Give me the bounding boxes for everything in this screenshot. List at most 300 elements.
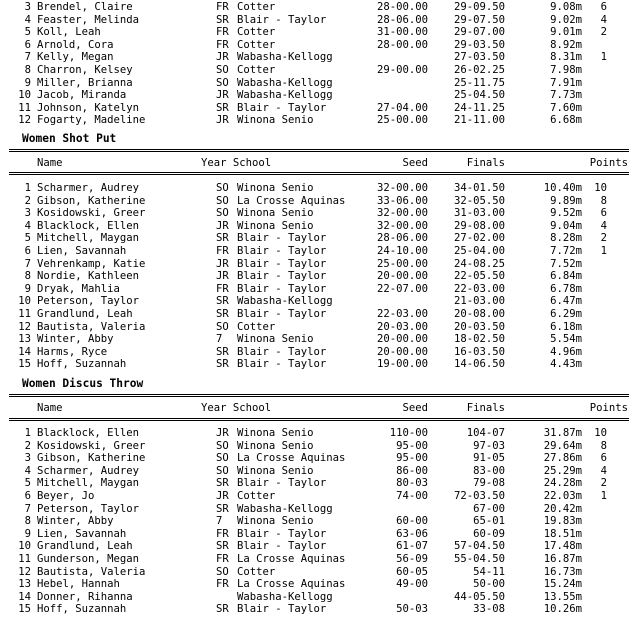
year-cell: FR xyxy=(216,38,229,51)
finals-cell: 22-03.00 xyxy=(453,282,505,295)
school-cell: Winona Senio xyxy=(237,464,314,477)
finals-cell: 50-00 xyxy=(473,578,505,591)
result-row xyxy=(0,321,635,334)
athlete-name-cell: Kelly, Megan xyxy=(37,51,114,64)
school-cell: Wabasha-Kellogg xyxy=(237,502,333,515)
header-rule-bottom xyxy=(9,172,629,175)
year-cell: SR xyxy=(216,603,229,616)
col-points-header: Points xyxy=(589,157,628,169)
metric-cell: 7.72m xyxy=(550,245,582,257)
result-row xyxy=(0,195,635,208)
school-cell: Wabasha-Kellogg xyxy=(237,89,333,102)
athlete-name-cell: Scharmer, Audrey xyxy=(37,464,140,477)
metric-cell: 24.28m xyxy=(543,477,582,490)
seed-cell: 24-10.00 xyxy=(376,245,428,257)
athlete-name-cell: Winter, Abby xyxy=(37,333,114,346)
school-cell: Blair - Taylor xyxy=(237,345,327,358)
school-cell: Blair - Taylor xyxy=(237,13,327,26)
place-cell: 12 xyxy=(18,320,31,333)
year-cell: JR xyxy=(216,89,229,102)
points-cell: 4 xyxy=(600,219,607,232)
metric-cell: 6.29m xyxy=(550,308,582,320)
athlete-name-cell: Winter, Abby xyxy=(37,515,114,528)
school-cell: Winona Senio xyxy=(237,114,314,127)
school-cell: Cotter xyxy=(237,565,276,578)
seed-cell: 25-00.00 xyxy=(376,114,428,127)
result-row xyxy=(0,440,635,453)
header-rule-bottom xyxy=(9,418,629,421)
place-cell: 11 xyxy=(18,553,31,565)
year-cell: SR xyxy=(216,502,229,515)
school-cell: Winona Senio xyxy=(237,427,314,439)
place-cell: 7 xyxy=(24,51,31,64)
year-cell: JR xyxy=(216,490,229,502)
metric-cell: 27.86m xyxy=(543,452,582,465)
year-cell: SR xyxy=(216,345,229,358)
metric-cell: 13.55m xyxy=(543,590,582,603)
finals-cell: 21-11.00 xyxy=(453,114,505,127)
year-cell: FR xyxy=(216,26,229,39)
place-cell: 1 xyxy=(24,427,31,439)
result-row xyxy=(0,295,635,308)
athlete-name-cell: Grandlund, Leah xyxy=(37,308,133,320)
athlete-name-cell: Fogarty, Madeline xyxy=(37,114,146,127)
place-cell: 4 xyxy=(24,219,31,232)
result-row xyxy=(0,452,635,465)
finals-cell: 55-04.50 xyxy=(453,553,505,565)
athlete-name-cell: Lien, Savannah xyxy=(37,527,127,540)
athlete-name-cell: Blacklock, Ellen xyxy=(37,427,140,439)
year-cell: SO xyxy=(216,464,229,477)
year-cell: SR xyxy=(216,101,229,114)
school-cell: La Crosse Aquinas xyxy=(237,578,346,591)
metric-cell: 20.42m xyxy=(543,502,582,515)
finals-cell: 60-09 xyxy=(473,527,505,540)
finals-cell: 44-05.50 xyxy=(453,590,505,603)
school-cell: Cotter xyxy=(237,26,276,39)
seed-cell: 60-00 xyxy=(396,515,428,528)
finals-cell: 33-08 xyxy=(473,603,505,616)
school-cell: Wabasha-Kellogg xyxy=(237,76,333,89)
points-cell: 10 xyxy=(594,427,607,439)
place-cell: 5 xyxy=(24,26,31,39)
athlete-name-cell: Kosidowski, Greer xyxy=(37,439,146,452)
result-row xyxy=(0,346,635,359)
athlete-name-cell: Harms, Ryce xyxy=(37,345,108,358)
discus-header xyxy=(0,402,635,415)
place-cell: 2 xyxy=(24,439,31,452)
points-cell: 6 xyxy=(600,1,607,13)
athlete-name-cell: Bautista, Valeria xyxy=(37,320,146,333)
metric-cell: 9.89m xyxy=(550,194,582,207)
finals-cell: 20-08.00 xyxy=(453,308,505,320)
seed-cell: 56-09 xyxy=(396,553,428,565)
result-row xyxy=(0,427,635,440)
place-cell: 13 xyxy=(18,333,31,346)
finals-cell: 57-04.50 xyxy=(453,540,505,553)
finals-cell: 104-07 xyxy=(466,427,505,439)
result-row xyxy=(0,258,635,271)
metric-cell: 18.51m xyxy=(543,527,582,540)
result-row xyxy=(0,207,635,220)
finals-cell: 32-05.50 xyxy=(453,194,505,207)
result-row xyxy=(0,540,635,553)
year-cell: SO xyxy=(216,320,229,333)
seed-cell: 86-00 xyxy=(396,464,428,477)
col-seed-header: Seed xyxy=(402,157,428,169)
place-cell: 12 xyxy=(18,565,31,578)
result-row xyxy=(0,465,635,478)
finals-cell: 24-11.25 xyxy=(453,101,505,114)
metric-cell: 10.40m xyxy=(543,182,582,194)
athlete-name-cell: Gibson, Katherine xyxy=(37,452,146,465)
year-cell: FR xyxy=(216,282,229,295)
seed-cell: 20-03.00 xyxy=(376,320,428,333)
school-cell: Cotter xyxy=(237,490,276,502)
seed-cell: 32-00.00 xyxy=(376,219,428,232)
metric-cell: 7.60m xyxy=(550,101,582,114)
place-cell: 4 xyxy=(24,13,31,26)
seed-cell: 110-00 xyxy=(389,427,428,439)
finals-cell: 67-00 xyxy=(473,502,505,515)
place-cell: 6 xyxy=(24,490,31,502)
year-cell: SR xyxy=(216,232,229,245)
place-cell: 5 xyxy=(24,232,31,245)
points-cell: 4 xyxy=(600,464,607,477)
school-cell: Blair - Taylor xyxy=(237,257,327,270)
points-cell: 4 xyxy=(600,13,607,26)
metric-cell: 9.52m xyxy=(550,207,582,220)
finals-cell: 22-05.50 xyxy=(453,270,505,283)
finals-cell: 31-03.00 xyxy=(453,207,505,220)
place-cell: 9 xyxy=(24,527,31,540)
seed-cell: 27-04.00 xyxy=(376,101,428,114)
finals-cell: 54-11 xyxy=(473,565,505,578)
seed-cell: 20-00.00 xyxy=(376,270,428,283)
col-year-school-header: Year School xyxy=(201,402,272,414)
athlete-name-cell: Jacob, Miranda xyxy=(37,89,127,102)
finals-cell: 29-07.00 xyxy=(453,26,505,39)
place-cell: 5 xyxy=(24,477,31,490)
finals-cell: 21-03.00 xyxy=(453,295,505,308)
result-row xyxy=(0,283,635,296)
year-cell: SR xyxy=(216,358,229,371)
seed-cell: 29-00.00 xyxy=(376,64,428,76)
school-cell: Cotter xyxy=(237,38,276,51)
seed-cell: 74-00 xyxy=(396,490,428,502)
header-rule-top xyxy=(9,394,629,397)
col-name-header: Name xyxy=(37,157,63,169)
metric-cell: 29.64m xyxy=(543,439,582,452)
metric-cell: 9.04m xyxy=(550,219,582,232)
year-cell: SR xyxy=(216,13,229,26)
col-seed-header: Seed xyxy=(402,402,428,414)
seed-cell: 63-06 xyxy=(396,527,428,540)
athlete-name-cell: Bautista, Valeria xyxy=(37,565,146,578)
athlete-name-cell: Brendel, Claire xyxy=(37,1,133,13)
finals-cell: 91-05 xyxy=(473,452,505,465)
year-cell: SR xyxy=(216,477,229,490)
school-cell: Cotter xyxy=(237,320,276,333)
finals-cell: 29-08.00 xyxy=(453,219,505,232)
year-cell: FR xyxy=(216,553,229,565)
seed-cell: 95-00 xyxy=(396,439,428,452)
place-cell: 15 xyxy=(18,358,31,371)
school-cell: Blair - Taylor xyxy=(237,477,327,490)
seed-cell: 60-05 xyxy=(396,565,428,578)
points-cell: 8 xyxy=(600,439,607,452)
place-cell: 7 xyxy=(24,502,31,515)
athlete-name-cell: Lien, Savannah xyxy=(37,245,127,257)
place-cell: 14 xyxy=(18,590,31,603)
place-cell: 3 xyxy=(24,452,31,465)
year-cell: 7 xyxy=(216,333,223,346)
seed-cell: 50-03 xyxy=(396,603,428,616)
metric-cell: 25.29m xyxy=(543,464,582,477)
school-cell: Winona Senio xyxy=(237,515,314,528)
seed-cell: 20-00.00 xyxy=(376,333,428,346)
school-cell: Blair - Taylor xyxy=(237,308,327,320)
year-cell: SO xyxy=(216,194,229,207)
year-cell: SO xyxy=(216,182,229,194)
result-row xyxy=(0,220,635,233)
athlete-name-cell: Peterson, Taylor xyxy=(37,295,140,308)
athlete-name-cell: Arnold, Cora xyxy=(37,38,114,51)
athlete-name-cell: Grandlund, Leah xyxy=(37,540,133,553)
athlete-name-cell: Vehrenkamp, Katie xyxy=(37,257,146,270)
metric-cell: 16.87m xyxy=(543,553,582,565)
points-cell: 1 xyxy=(600,51,607,64)
athlete-name-cell: Kosidowski, Greer xyxy=(37,207,146,220)
metric-cell: 31.87m xyxy=(543,427,582,439)
school-cell: Blair - Taylor xyxy=(237,101,327,114)
result-row xyxy=(0,503,635,516)
result-row xyxy=(0,490,635,503)
year-cell: JR xyxy=(216,114,229,127)
points-cell: 6 xyxy=(600,207,607,220)
metric-cell: 7.91m xyxy=(550,76,582,89)
school-cell: Blair - Taylor xyxy=(237,270,327,283)
metric-cell: 7.73m xyxy=(550,89,582,102)
year-cell: FR xyxy=(216,245,229,257)
year-cell: SO xyxy=(216,76,229,89)
year-cell: JR xyxy=(216,257,229,270)
result-row xyxy=(0,270,635,283)
year-cell: SR xyxy=(216,540,229,553)
points-cell: 10 xyxy=(594,182,607,194)
school-cell: Winona Senio xyxy=(237,333,314,346)
result-row xyxy=(0,232,635,245)
year-cell: JR xyxy=(216,219,229,232)
place-cell: 13 xyxy=(18,578,31,591)
athlete-name-cell: Charron, Kelsey xyxy=(37,64,133,76)
header-rule-top xyxy=(9,149,629,152)
result-row xyxy=(0,182,635,195)
finals-cell: 25-11.75 xyxy=(453,76,505,89)
school-cell: Winona Senio xyxy=(237,182,314,194)
finals-cell: 79-08 xyxy=(473,477,505,490)
year-cell: SO xyxy=(216,439,229,452)
finals-cell: 14-06.50 xyxy=(453,358,505,371)
year-cell: SR xyxy=(216,295,229,308)
finals-cell: 20-03.50 xyxy=(453,320,505,333)
metric-cell: 4.43m xyxy=(550,358,582,371)
result-row xyxy=(0,566,635,579)
seed-cell: 32-00.00 xyxy=(376,207,428,220)
athlete-name-cell: Scharmer, Audrey xyxy=(37,182,140,194)
seed-cell: 22-07.00 xyxy=(376,282,428,295)
seed-cell: 61-07 xyxy=(396,540,428,553)
seed-cell: 80-03 xyxy=(396,477,428,490)
school-cell: Blair - Taylor xyxy=(237,603,327,616)
place-cell: 10 xyxy=(18,89,31,102)
school-cell: La Crosse Aquinas xyxy=(237,553,346,565)
result-row xyxy=(0,358,635,371)
place-cell: 10 xyxy=(18,540,31,553)
place-cell: 8 xyxy=(24,270,31,283)
seed-cell: 32-00.00 xyxy=(376,182,428,194)
athlete-name-cell: Donner, Rihanna xyxy=(37,590,133,603)
place-cell: 12 xyxy=(18,114,31,127)
school-cell: Wabasha-Kellogg xyxy=(237,295,333,308)
metric-cell: 9.08m xyxy=(550,1,582,13)
athlete-name-cell: Gunderson, Megan xyxy=(37,553,140,565)
result-row xyxy=(0,114,635,127)
metric-cell: 8.92m xyxy=(550,38,582,51)
metric-cell: 22.03m xyxy=(543,490,582,502)
result-row xyxy=(0,603,635,616)
school-cell: Cotter xyxy=(237,64,276,76)
finals-cell: 97-03 xyxy=(473,439,505,452)
metric-cell: 15.24m xyxy=(543,578,582,591)
metric-cell: 6.84m xyxy=(550,270,582,283)
result-row xyxy=(0,553,635,566)
finals-cell: 29-07.50 xyxy=(453,13,505,26)
seed-cell: 19-00.00 xyxy=(376,358,428,371)
place-cell: 2 xyxy=(24,194,31,207)
finals-cell: 34-01.50 xyxy=(453,182,505,194)
finals-cell: 27-02.00 xyxy=(453,232,505,245)
metric-cell: 6.68m xyxy=(550,114,582,127)
athlete-name-cell: Blacklock, Ellen xyxy=(37,219,140,232)
athlete-name-cell: Beyer, Jo xyxy=(37,490,95,502)
place-cell: 11 xyxy=(18,308,31,320)
athlete-name-cell: Mitchell, Maygan xyxy=(37,477,140,490)
year-cell: JR xyxy=(216,51,229,64)
result-row xyxy=(0,14,635,27)
year-cell: SR xyxy=(216,308,229,320)
metric-cell: 19.83m xyxy=(543,515,582,528)
discus-title: Women Discus Throw xyxy=(22,377,144,390)
metric-cell: 9.02m xyxy=(550,13,582,26)
col-finals-header: Finals xyxy=(466,402,505,414)
points-cell: 1 xyxy=(600,245,607,257)
place-cell: 8 xyxy=(24,64,31,76)
school-cell: Blair - Taylor xyxy=(237,358,327,371)
col-finals-header: Finals xyxy=(466,157,505,169)
seed-cell: 31-00.00 xyxy=(376,26,428,39)
school-cell: Blair - Taylor xyxy=(237,245,327,257)
metric-cell: 9.01m xyxy=(550,26,582,39)
metric-cell: 7.52m xyxy=(550,257,582,270)
year-cell: FR xyxy=(216,527,229,540)
year-cell: SO xyxy=(216,64,229,76)
school-cell: Blair - Taylor xyxy=(237,232,327,245)
result-row xyxy=(0,528,635,541)
place-cell: 11 xyxy=(18,101,31,114)
year-cell: JR xyxy=(216,270,229,283)
school-cell: Blair - Taylor xyxy=(237,282,327,295)
place-cell: 6 xyxy=(24,245,31,257)
col-points-header: Points xyxy=(589,402,628,414)
result-row xyxy=(0,102,635,115)
finals-cell: 25-04.50 xyxy=(453,89,505,102)
athlete-name-cell: Hoff, Suzannah xyxy=(37,603,127,616)
place-cell: 8 xyxy=(24,515,31,528)
place-cell: 15 xyxy=(18,603,31,616)
athlete-name-cell: Hoff, Suzannah xyxy=(37,358,127,371)
finals-cell: 18-02.50 xyxy=(453,333,505,346)
result-row xyxy=(0,591,635,604)
result-row xyxy=(0,89,635,102)
athlete-name-cell: Gibson, Katherine xyxy=(37,194,146,207)
shot-put-header xyxy=(0,157,635,170)
seed-cell: 25-00.00 xyxy=(376,257,428,270)
year-cell: JR xyxy=(216,427,229,439)
metric-cell: 8.31m xyxy=(550,51,582,64)
points-cell: 6 xyxy=(600,452,607,465)
result-row xyxy=(0,515,635,528)
place-cell: 14 xyxy=(18,345,31,358)
metric-cell: 6.47m xyxy=(550,295,582,308)
points-cell: 8 xyxy=(600,194,607,207)
place-cell: 1 xyxy=(24,182,31,194)
school-cell: La Crosse Aquinas xyxy=(237,452,346,465)
result-row xyxy=(0,578,635,591)
place-cell: 3 xyxy=(24,1,31,13)
year-cell: SO xyxy=(216,452,229,465)
school-cell: Winona Senio xyxy=(237,219,314,232)
seed-cell: 28-06.00 xyxy=(376,13,428,26)
school-cell: Winona Senio xyxy=(237,439,314,452)
place-cell: 9 xyxy=(24,282,31,295)
metric-cell: 8.28m xyxy=(550,232,582,245)
school-cell: Blair - Taylor xyxy=(237,527,327,540)
col-year-school-header: Year School xyxy=(201,157,272,169)
year-cell: SO xyxy=(216,207,229,220)
athlete-name-cell: Johnson, Katelyn xyxy=(37,101,140,114)
year-cell: 7 xyxy=(216,515,223,528)
year-cell: FR xyxy=(216,578,229,591)
metric-cell: 7.98m xyxy=(550,64,582,76)
result-row xyxy=(0,477,635,490)
result-row xyxy=(0,39,635,52)
finals-cell: 72-03.50 xyxy=(453,490,505,502)
athlete-name-cell: Peterson, Taylor xyxy=(37,502,140,515)
result-row xyxy=(0,308,635,321)
athlete-name-cell: Hebel, Hannah xyxy=(37,578,120,591)
finals-cell: 65-01 xyxy=(473,515,505,528)
points-cell: 2 xyxy=(600,477,607,490)
athlete-name-cell: Dryak, Mahlia xyxy=(37,282,120,295)
points-cell: 1 xyxy=(600,490,607,502)
points-cell: 2 xyxy=(600,232,607,245)
place-cell: 6 xyxy=(24,38,31,51)
school-cell: Cotter xyxy=(237,1,276,13)
place-cell: 3 xyxy=(24,207,31,220)
finals-cell: 29-03.50 xyxy=(453,38,505,51)
points-cell: 2 xyxy=(600,26,607,39)
